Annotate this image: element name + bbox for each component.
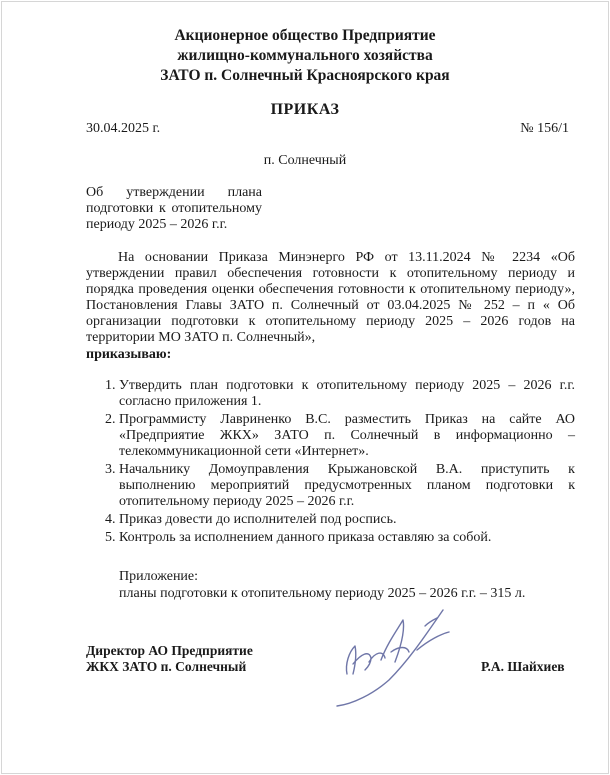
order-basis: На основании Приказа Минэнерго РФ от 13.11.2024 № 2234 «Об утверждении правил обеспечения готовности к отопительному периоду и порядка проведения оценки обеспечения готовности к отопительному периоду», Постановления Главы ЗАТО п. Солнечный от 03.04.2025 № 252 – п « Об организации подготовки к отопительному периоду 2025 – 2026 годов на территории МО ЗАТО п. Солнечный», bbox=[86, 250, 575, 345]
director-position-line-2: ЖКХ ЗАТО п. Солнечный bbox=[86, 659, 247, 674]
org-line-1: Акционерное общество Предприятие bbox=[174, 27, 436, 44]
order-item: 2. Программисту Лавриненко В.С. разместить Приказ на сайте АО «Предприятие ЖКХ» ЗАТО п. Солнечный в информационно – телекоммуникационной сети «Интернет». bbox=[119, 412, 575, 460]
order-item: 4. Приказ довести до исполнителей под роспись. bbox=[119, 512, 575, 528]
signer-name: Р.А. Шайхиев bbox=[481, 659, 565, 674]
director-position-line-1: Директор АО Предприятие bbox=[86, 643, 253, 658]
appendix-label: Приложение: bbox=[119, 569, 199, 584]
order-place: п. Солнечный bbox=[263, 153, 347, 168]
director-position bbox=[86, 643, 253, 675]
order-directive-word: приказываю: bbox=[86, 347, 172, 362]
order-subject: Об утверждении плана подготовки к отопительному периоду 2025 – 2026 г.г. bbox=[86, 185, 262, 232]
order-item: 5. Контроль за исполнением данного приказа оставляю за собой. bbox=[119, 530, 575, 546]
order-title: ПРИКАЗ bbox=[270, 101, 340, 118]
org-line-2: жилищно-коммунального хозяйства bbox=[177, 47, 433, 64]
handwritten-signature bbox=[325, 606, 465, 716]
order-number: № 156/1 bbox=[520, 121, 569, 136]
appendix-text: планы подготовки к отопительному периоду 2025 – 2026 г.г. – 315 л. bbox=[119, 586, 526, 601]
order-items bbox=[86, 378, 575, 548]
order-date: 30.04.2025 г. bbox=[86, 121, 161, 136]
order-item: 1. Утвердить план подготовки к отопительному периоду 2025 – 2026 г.г. согласно приложения 1. bbox=[119, 378, 575, 410]
org-line-3: ЗАТО п. Солнечный Красноярского края bbox=[160, 67, 450, 84]
order-item: 3. Начальнику Домоуправления Крыжановской В.А. приступить к выполнению мероприятий предусмотренных планом подготовки к отопительному периоду 2025 – 2026 г.г. bbox=[119, 462, 575, 510]
organization-header bbox=[0, 26, 610, 86]
